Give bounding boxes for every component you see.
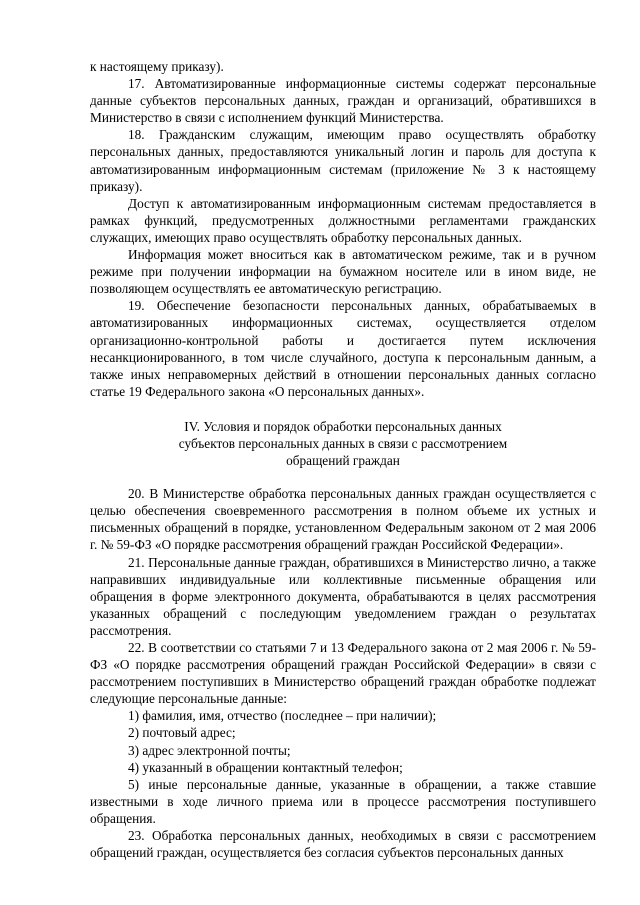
paragraph-information: Информация может вноситься как в автоматическом режиме, так и в ручном режиме при получении информации на бумажном носителе или в ином виде, не позволяющем осуществлять ее автоматическую регистрацию.	[90, 247, 596, 297]
paragraph-continuation: к настоящему приказу).	[90, 59, 224, 74]
paragraph-23: 23. Обработка персональных данных, необходимых в связи с рассмотрением обращений граждан, осуществляется без согласия субъектов персональных данных	[90, 828, 596, 861]
list-item: 3) адрес электронной почты;	[128, 742, 291, 758]
list-item: 1) фамилия, имя, отчество (последнее – при наличии);	[128, 708, 437, 724]
section-heading-line: IV. Условия и порядок обработки персональных данных	[184, 418, 502, 434]
list-item: 4) указанный в обращении контактный телефон;	[128, 759, 403, 775]
paragraph-20: 20. В Министерстве обработка персональных данных граждан осуществляется с целью обеспечения своевременного рассмотрения в полном объеме их устных и письменных обращений в порядке, установленном Федеральным законом от 2 мая 2006 г. № 59-ФЗ «О порядке рассмотрения обращений граждан Российской Федерации».	[90, 486, 596, 553]
paragraph-19: 19. Обеспечение безопасности персональных данных, обрабатываемых в автоматизированных информационных системах, осуществляется отделом организационно-контрольной работы и достигается путем исключения несанкционированного, в том числе случайного, доступа к персональным данным, а также иных неправомерных действий в отношении персональных данных согласно статье 19 Федерального закона «О персональных данных».	[90, 298, 596, 399]
section-heading	[90, 418, 596, 469]
section-heading-line: субъектов персональных данных в связи с рассмотрением	[178, 435, 508, 451]
list-item: 2) почтовый адрес;	[128, 725, 236, 741]
paragraph-22: 22. В соответствии со статьями 7 и 13 Федерального закона от 2 мая 2006 г. № 59-ФЗ «О порядке рассмотрения обращений граждан Российской Федерации» в связи с рассмотрением поступивших в Министерство обращений граждан обработке подлежат следующие персональные данные:	[90, 640, 596, 707]
section-heading-line: обращений граждан	[286, 453, 400, 469]
paragraph-18: 18. Гражданским служащим, имеющим право осуществлять обработку персональных данных, предоставляются уникальный логин и пароль для доступа к автоматизированным информационным системам (приложение № 3 к настоящему приказу).	[90, 127, 596, 194]
paragraph-21: 21. Персональные данные граждан, обратившихся в Министерство лично, а также направивших индивидуальные или коллективные письменные обращения или обращения в форме электронного документа, обрабатываются в целях рассмотрения указанных обращений с последующим уведомлением граждан о результатах рассмотрения.	[90, 554, 596, 638]
list-item: 5) иные персональные данные, указанные в обращении, а также ставшие известными в ходе личного приема или в процессе рассмотрения поступившего обращения.	[90, 776, 596, 826]
paragraph-17: 17. Автоматизированные информационные системы содержат персональные данные субъектов персональных данных, граждан и организаций, обратившихся в Министерство в связи с исполнением функций Министерства.	[90, 76, 596, 126]
document-page	[90, 58, 596, 861]
paragraph-access: Доступ к автоматизированным информационным системам предоставляется в рамках функций, предусмотренных должностными регламентами гражданских служащих, имеющих право осуществлять обработку персональных данных.	[90, 195, 596, 245]
